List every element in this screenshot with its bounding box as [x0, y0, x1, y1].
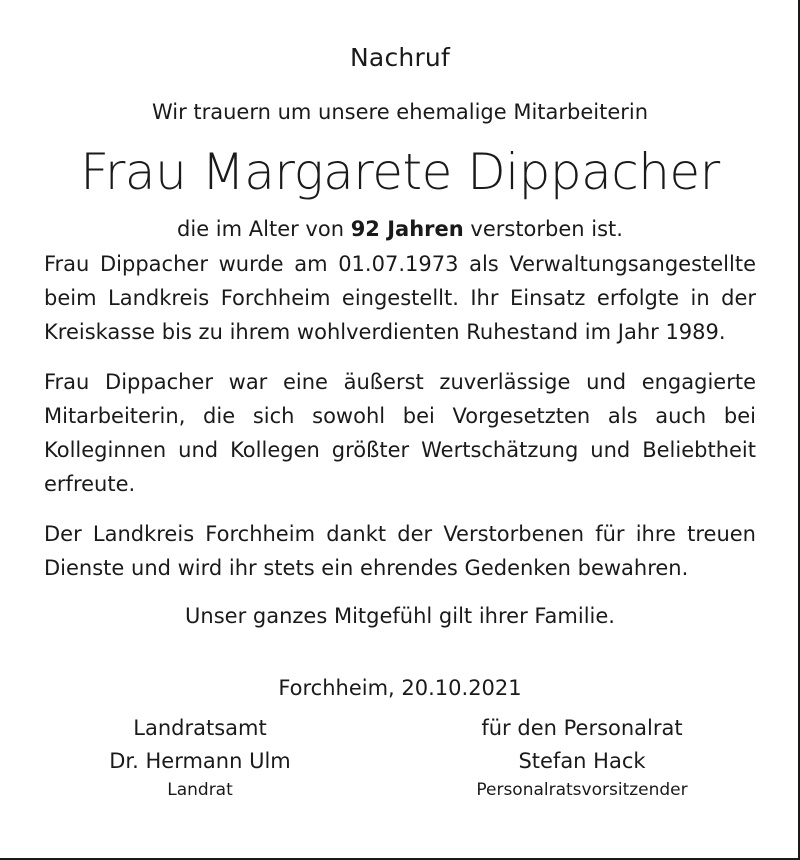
deceased-name: Frau Margarete Dippacher — [80, 143, 720, 201]
signature-person: Dr. Hermann Ulm — [109, 749, 291, 773]
signature-role: Landrat — [167, 780, 233, 800]
paragraph-character: Frau Dippacher war eine äußerst zuverlässige und engagierte Mitarbeiterin, die sich sowohl bei Vorgesetzten als auch bei Kolleginnen und Kollegen größter Wertschätzung und Beliebtheit erfreute. — [44, 370, 756, 496]
signature-person: Stefan Hack — [518, 749, 646, 773]
age-suffix: verstorben ist. — [463, 217, 623, 241]
signature-organization: Landratsamt — [133, 716, 267, 740]
obituary-notice — [44, 38, 756, 815]
age-prefix: die im Alter von — [177, 217, 351, 241]
sympathy-line: Unser ganzes Mitgefühl gilt ihrer Familie. — [185, 604, 615, 628]
signature-right — [412, 711, 752, 803]
signature-organization: für den Personalrat — [481, 716, 683, 740]
place-date: Forchheim, 20.10.2021 — [278, 676, 522, 700]
age-value: 92 Jahren — [350, 217, 464, 241]
signature-block — [44, 711, 756, 815]
paragraph-gratitude: Der Landkreis Forchheim dankt der Verstorbenen für ihre treuen Dienste und wird ihr stets ein ehrendes Gedenken bewahren. — [44, 522, 756, 580]
age-line — [44, 211, 756, 247]
intro-line: Wir trauern um unsere ehemalige Mitarbeiterin — [151, 100, 649, 124]
paragraph-employment: Frau Dippacher wurde am 01.07.1973 als Verwaltungsangestellte beim Landkreis Forchheim eingestellt. Ihr Einsatz erfolgte in der Kreiskasse bis zu ihrem wohlverdienten Ruhestand im Jahr 1989. — [44, 252, 756, 344]
notice-heading: Nachruf — [350, 43, 450, 72]
signature-role: Personalratsvorsitzender — [476, 780, 688, 800]
signature-left — [80, 711, 320, 803]
